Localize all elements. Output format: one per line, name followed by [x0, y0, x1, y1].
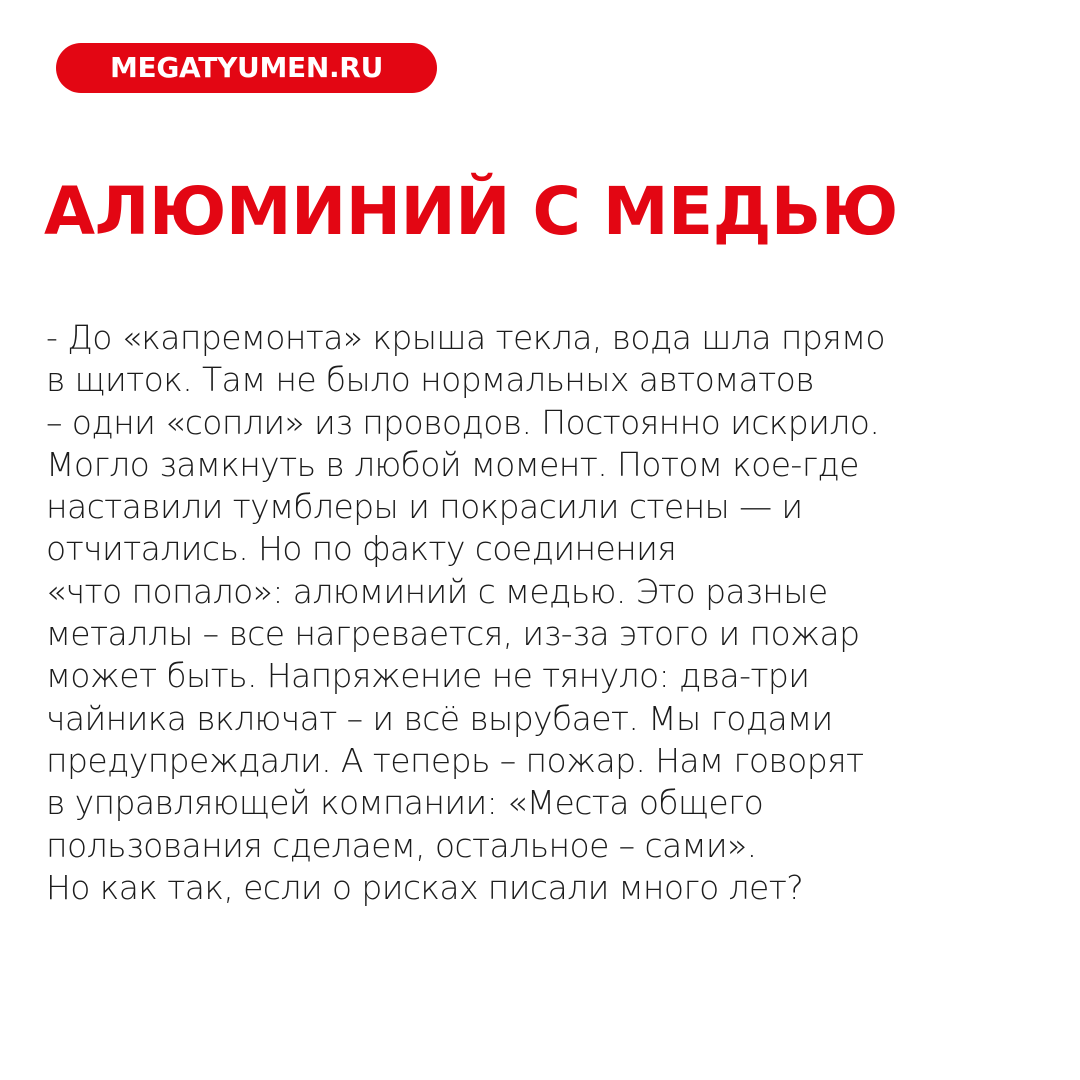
quote-line: в щиток. Там не было нормальных автоматов [46, 360, 814, 400]
quote-line: - До «капремонта» крыша текла, вода шла прямо [46, 318, 886, 357]
quote-line: «что попало»: алюминий с медью. Это разные [46, 571, 828, 611]
quote-line: чайника включат – и всё вырубает. Мы годами [46, 698, 833, 738]
quote-line: металлы – все нагревается, из-за этого и пожар [46, 614, 860, 654]
quote-line: Но как так, если о рисках писали много лет? [46, 867, 804, 907]
site-badge [56, 43, 437, 93]
quote-line: Могло замкнуть в любой момент. Потом кое-где [46, 444, 859, 484]
quote-text [46, 317, 1056, 909]
page-title: АЛЮМИНИЙ С МЕДЬЮ [44, 173, 898, 250]
site-name: MEGATYUMEN.RU [109, 51, 384, 84]
quote-line: наставили тумблеры и покрасили стены — и [46, 487, 803, 527]
quote-line: – одни «сопли» из проводов. Постоянно искрило. [46, 402, 880, 442]
quote-line: может быть. Напряжение не тянуло: два-три [46, 656, 810, 696]
quote-line: отчитались. Но по факту соединения [46, 529, 677, 569]
quote-line: предупреждали. А теперь – пожар. Нам говорят [46, 740, 864, 780]
quote-line: пользования сделаем, остальное – сами». [46, 825, 757, 865]
quote-line: в управляющей компании: «Места общего [46, 783, 764, 823]
